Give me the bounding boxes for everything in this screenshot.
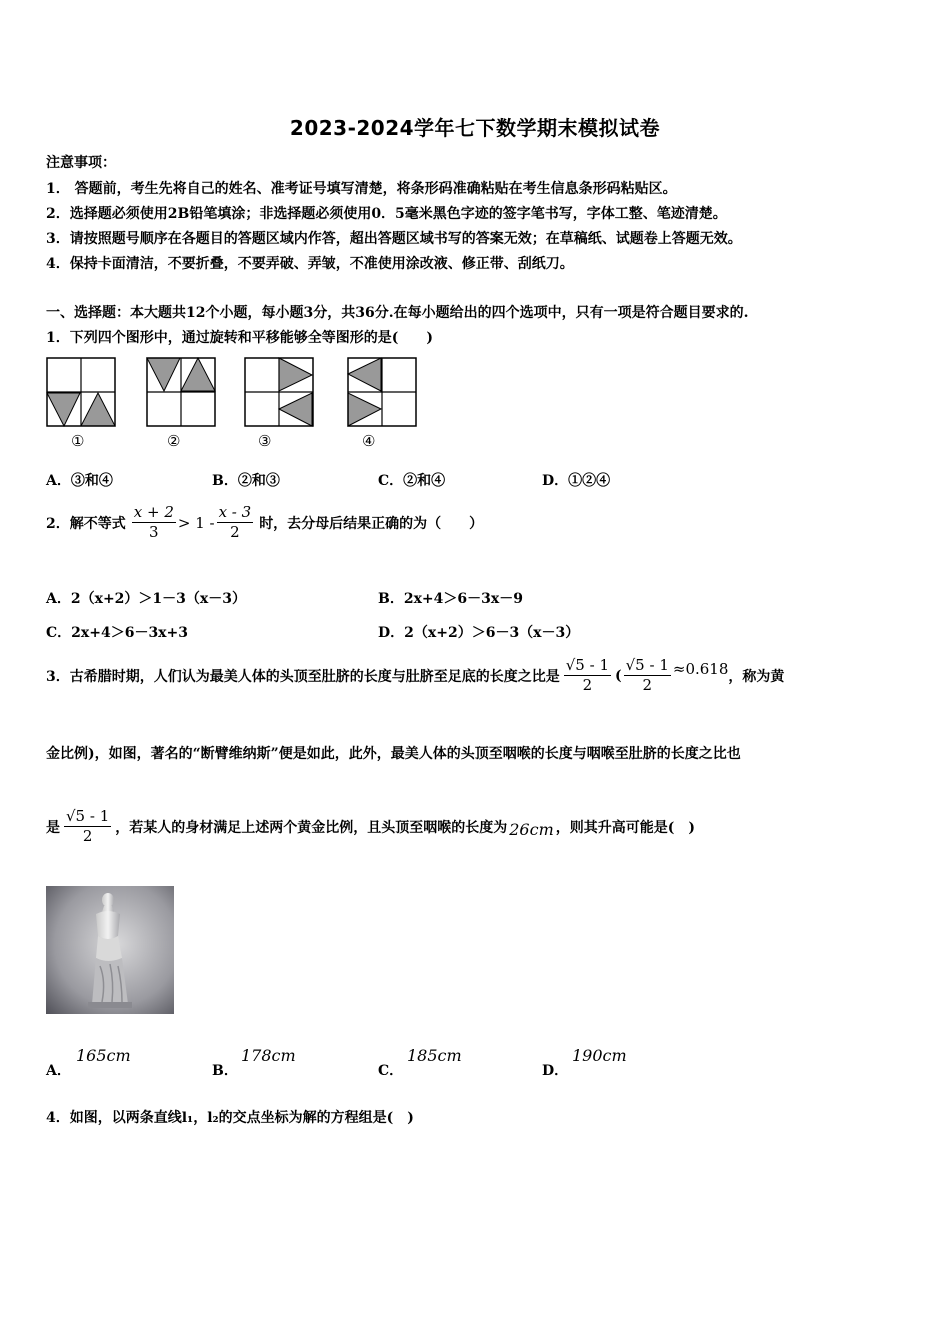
q1-option-b: B．②和③	[212, 473, 280, 489]
page-title: 2023-2024学年七下数学期末模拟试卷	[289, 116, 661, 140]
q2-frac1-den: 3	[149, 523, 159, 541]
q2-middle: > 1 -	[177, 513, 215, 532]
q3-frac-num: √5 - 1	[66, 807, 110, 825]
question-3-line-2: 金比例)，如图，著名的“断臂维纳斯”便是如此，此外，最美人体的头顶至咽喉的长度与咽喉至肚脐的长度之比也	[46, 746, 741, 762]
q3-frac-den: 2	[82, 827, 93, 845]
figure-label: ①	[71, 432, 85, 450]
q3-option-a-value: 165cm	[76, 1046, 131, 1065]
figure-3	[244, 357, 314, 427]
q2-option-c: C．2x+4＞6－3x+3	[46, 625, 189, 641]
q2-fraction-2	[217, 503, 254, 542]
q2-option-b: B．2x+4＞6－3x－9	[378, 591, 523, 607]
q3-option-c-letter: C．	[378, 1063, 404, 1079]
q3-frac-den: 2	[582, 676, 593, 694]
q3-paren: (	[615, 667, 622, 684]
q3-golden-fraction	[564, 656, 611, 695]
q3-option-b-letter: B．	[212, 1063, 238, 1079]
q2-option-d: D．2（x+2）＞6－3（x－3）	[378, 625, 580, 641]
section-heading: 一、选择题：本大题共12个小题，每小题3分，共36分.在每小题给出的四个选项中，只有一项是符合题目要求的.	[46, 305, 749, 321]
q3-line1-prefix: 3．古希腊时期，人们认为最美人体的头顶至肚脐的长度与肚脐至足底的长度之比是	[46, 668, 560, 685]
q3-option-d-letter: D．	[542, 1063, 569, 1079]
q2-frac2-den: 2	[230, 523, 240, 541]
notice-item: 3．请按照题号顺序在各题目的答题区域内作答，超出答题区域书写的答案无效；在草稿纸、试题卷上答题无效。	[46, 231, 742, 247]
q2-prefix: 2．解不等式	[46, 515, 126, 532]
figure-label: ④	[362, 432, 376, 450]
notice-item: 4．保持卡面清洁，不要折叠，不要弄破、弄皱，不准使用涂改液、修正带、刮纸刀。	[46, 256, 574, 272]
question-3-line-3	[46, 807, 695, 846]
q2-suffix: 时，去分母后结果正确的为（ ）	[259, 515, 484, 532]
figure-2	[146, 357, 216, 427]
q3-option-d-value: 190cm	[572, 1046, 627, 1065]
q2-frac2-num: x - 3	[218, 503, 252, 521]
q1-option-a: A．③和④	[46, 473, 113, 489]
q3-approx: ≈0.618	[672, 659, 729, 678]
q3-option-b-value: 178cm	[241, 1046, 296, 1065]
q2-option-a: A．2（x+2）＞1－3（x－3）	[46, 591, 246, 607]
q1-option-c: C．②和④	[378, 473, 446, 489]
question-4-text: 4．如图，以两条直线l₁，l₂的交点坐标为解的方程组是( )	[46, 1110, 414, 1126]
q3-frac-num: √5 - 1	[625, 656, 669, 674]
figure-1	[46, 357, 116, 427]
venus-statue-image	[46, 886, 174, 1014]
q3-option-a-letter: A．	[46, 1063, 71, 1079]
q1-option-d: D．①②④	[542, 473, 611, 489]
figure-label: ③	[258, 432, 272, 450]
q3-golden-fraction-3	[64, 807, 111, 846]
figure-4	[347, 357, 417, 427]
q3-frac-den: 2	[642, 676, 653, 694]
q3-golden-fraction-2	[624, 656, 671, 695]
question-1-text: 1．下列四个图形中，通过旋转和平移能够全等图形的是( )	[46, 330, 433, 346]
q3-length: 26cm	[509, 820, 554, 839]
q3-frac-num: √5 - 1	[565, 656, 609, 674]
q2-frac1-num: x + 2	[133, 503, 174, 521]
notice-heading: 注意事项：	[46, 155, 116, 171]
q3-line3-middle: ，若某人的身材满足上述两个黄金比例，且头顶至咽喉的长度为	[115, 819, 508, 836]
q3-line1-suffix: ，称为黄	[728, 668, 785, 685]
figure-label: ②	[167, 432, 181, 450]
q2-fraction-1	[132, 503, 176, 542]
question-2-text	[46, 503, 483, 542]
q3-line3-suffix: ，则其升高可能是( )	[555, 819, 695, 836]
q3-option-c-value: 185cm	[407, 1046, 462, 1065]
question-3-line-1	[46, 656, 784, 695]
q3-line3-prefix: 是	[46, 819, 60, 836]
notice-item: 1． 答题前，考生先将自己的姓名、准考证号填写清楚，将条形码准确粘贴在考生信息条形码粘贴区。	[46, 181, 677, 197]
notice-item: 2．选择题必须使用2B铅笔填涂；非选择题必须使用0．5毫米黑色字迹的签字笔书写，字体工整、笔迹清楚。	[46, 206, 727, 222]
